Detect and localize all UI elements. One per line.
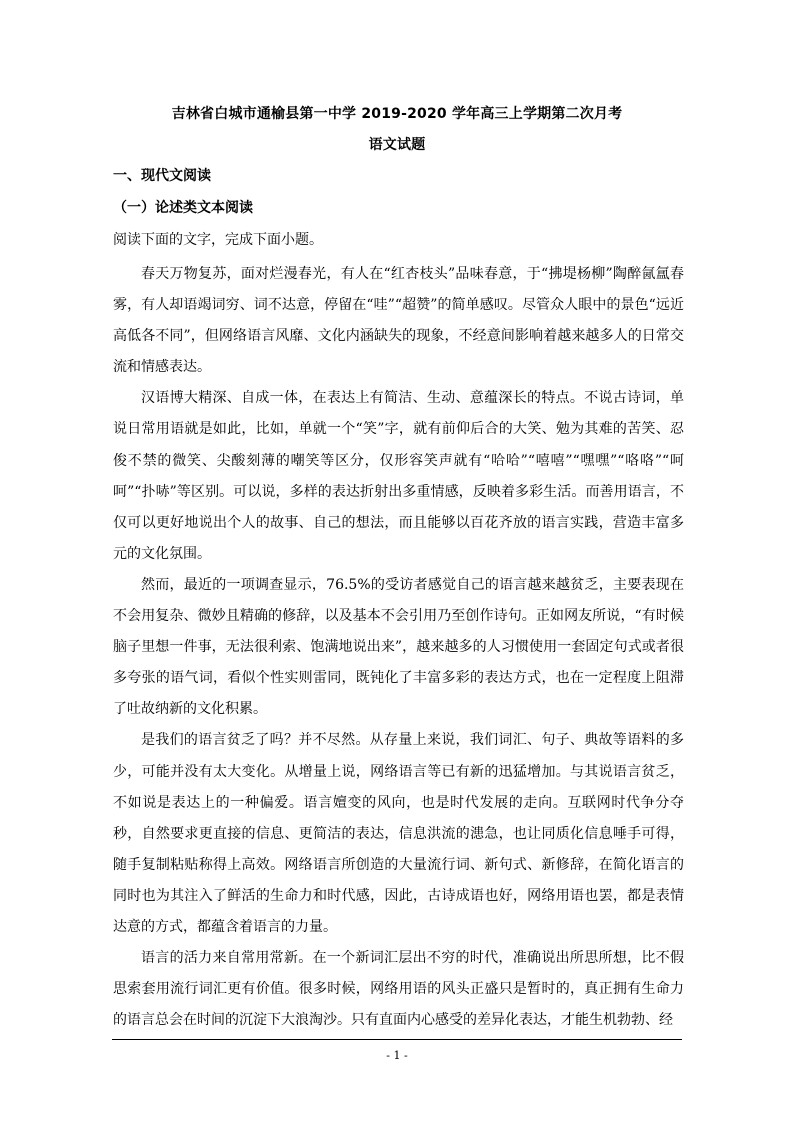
document-subtitle: 语文试题 [368,137,426,153]
subsection-heading: （一）论述类文本阅读 [113,200,253,216]
page-number: - 1 - [386,1049,408,1062]
paragraph: 春天万物复苏，面对烂漫春光，有人在“红杏枝头”品味春意，于“拂堤杨柳”陶醉氤氲春雾，有人却语竭词穷、词不达意，停留在“哇”“超赞”的简单感叹。尽管众人眼中的景色“远近高低各不同”，但网络语言风靡、文化内涵缺失的现象，不经意间影响着越来越多人的日常交流和情感表达。 [113,266,684,376]
paragraph: 然而，最近的一项调查显示，76.5%的受访者感觉自己的语言越来越贫乏，主要表现在不会用复杂、微妙且精确的修辞，以及基本不会引用乃至创作诗句。正如网友所说，“有时候脑子里想一件事，无法很利索、饱满地说出来”，越来越多的人习惯使用一套固定句式或者很多夸张的语气词，看似个性实则雷同，既钝化了丰富多彩的表达方式，也在一定程度上阻滞了吐故纳新的文化积累。 [113,576,684,718]
section-heading: 一、现代文阅读 [113,168,211,184]
paragraph: 汉语博大精深、自成一体，在表达上有简洁、生动、意蕴深长的特点。不说古诗词，单说日常用语就是如此，比如，单就一个“笑”字，就有前仰后合的大笑、勉为其难的苦笑、忍俊不禁的微笑、尖酸刻薄的嘲笑等区分，仅形容笑声就有“哈哈”“嘻嘻”“嘿嘿”“咯咯”“呵呵”“扑哧”等区别。可以说，多样的表达折射出多重情感，反映着多彩生活。而善用语言，不仅可以更好地说出个人的故事、自己的想法，而且能够以百花齐放的语言实践，营造丰富多元的文化氛围。 [113,390,684,562]
paragraph: 是我们的语言贫乏了吗？并不尽然。从存量上来说，我们词汇、句子、典故等语料的多少，可能并没有太大变化。从增量上说，网络语言等已有新的迅猛增加。与其说语言贫乏，不如说是表达上的一种偏爱。语言嬗变的风向，也是时代发展的走向。互联网时代争分夺秒，自然要求更直接的信息、更简洁的表达，信息洪流的漶急，也让同质化信息唾手可得，随手复制粘贴称得上高效。网络语言所创造的大量流行词、新句式、新修辞，在简化语言的同时也为其注入了鲜活的生命力和时代感，因此，古诗成语也好，网络用语也罢，都是表情达意的方式，都蕴含着语言的力量。 [113,732,684,935]
footer-divider [112,1039,682,1040]
instruction-text: 阅读下面的文字，完成下面小题。 [113,232,323,248]
article-body [113,259,684,1036]
paragraph: 语言的活力来自常用常新。在一个新词汇层出不穷的时代，准确说出所思所想，比不假思索套用流行词汇更有价值。很多时候，网络用语的风头正盛只是暂时的，真正拥有生命力的语言总会在时间的沉淀下大浪淘沙。只有直面内心感受的差异化表达，才能生机勃勃、经 [113,950,684,1029]
document-title: 吉林省白城市通榆县第一中学 2019-2020 学年高三上学期第二次月考 [171,106,623,122]
